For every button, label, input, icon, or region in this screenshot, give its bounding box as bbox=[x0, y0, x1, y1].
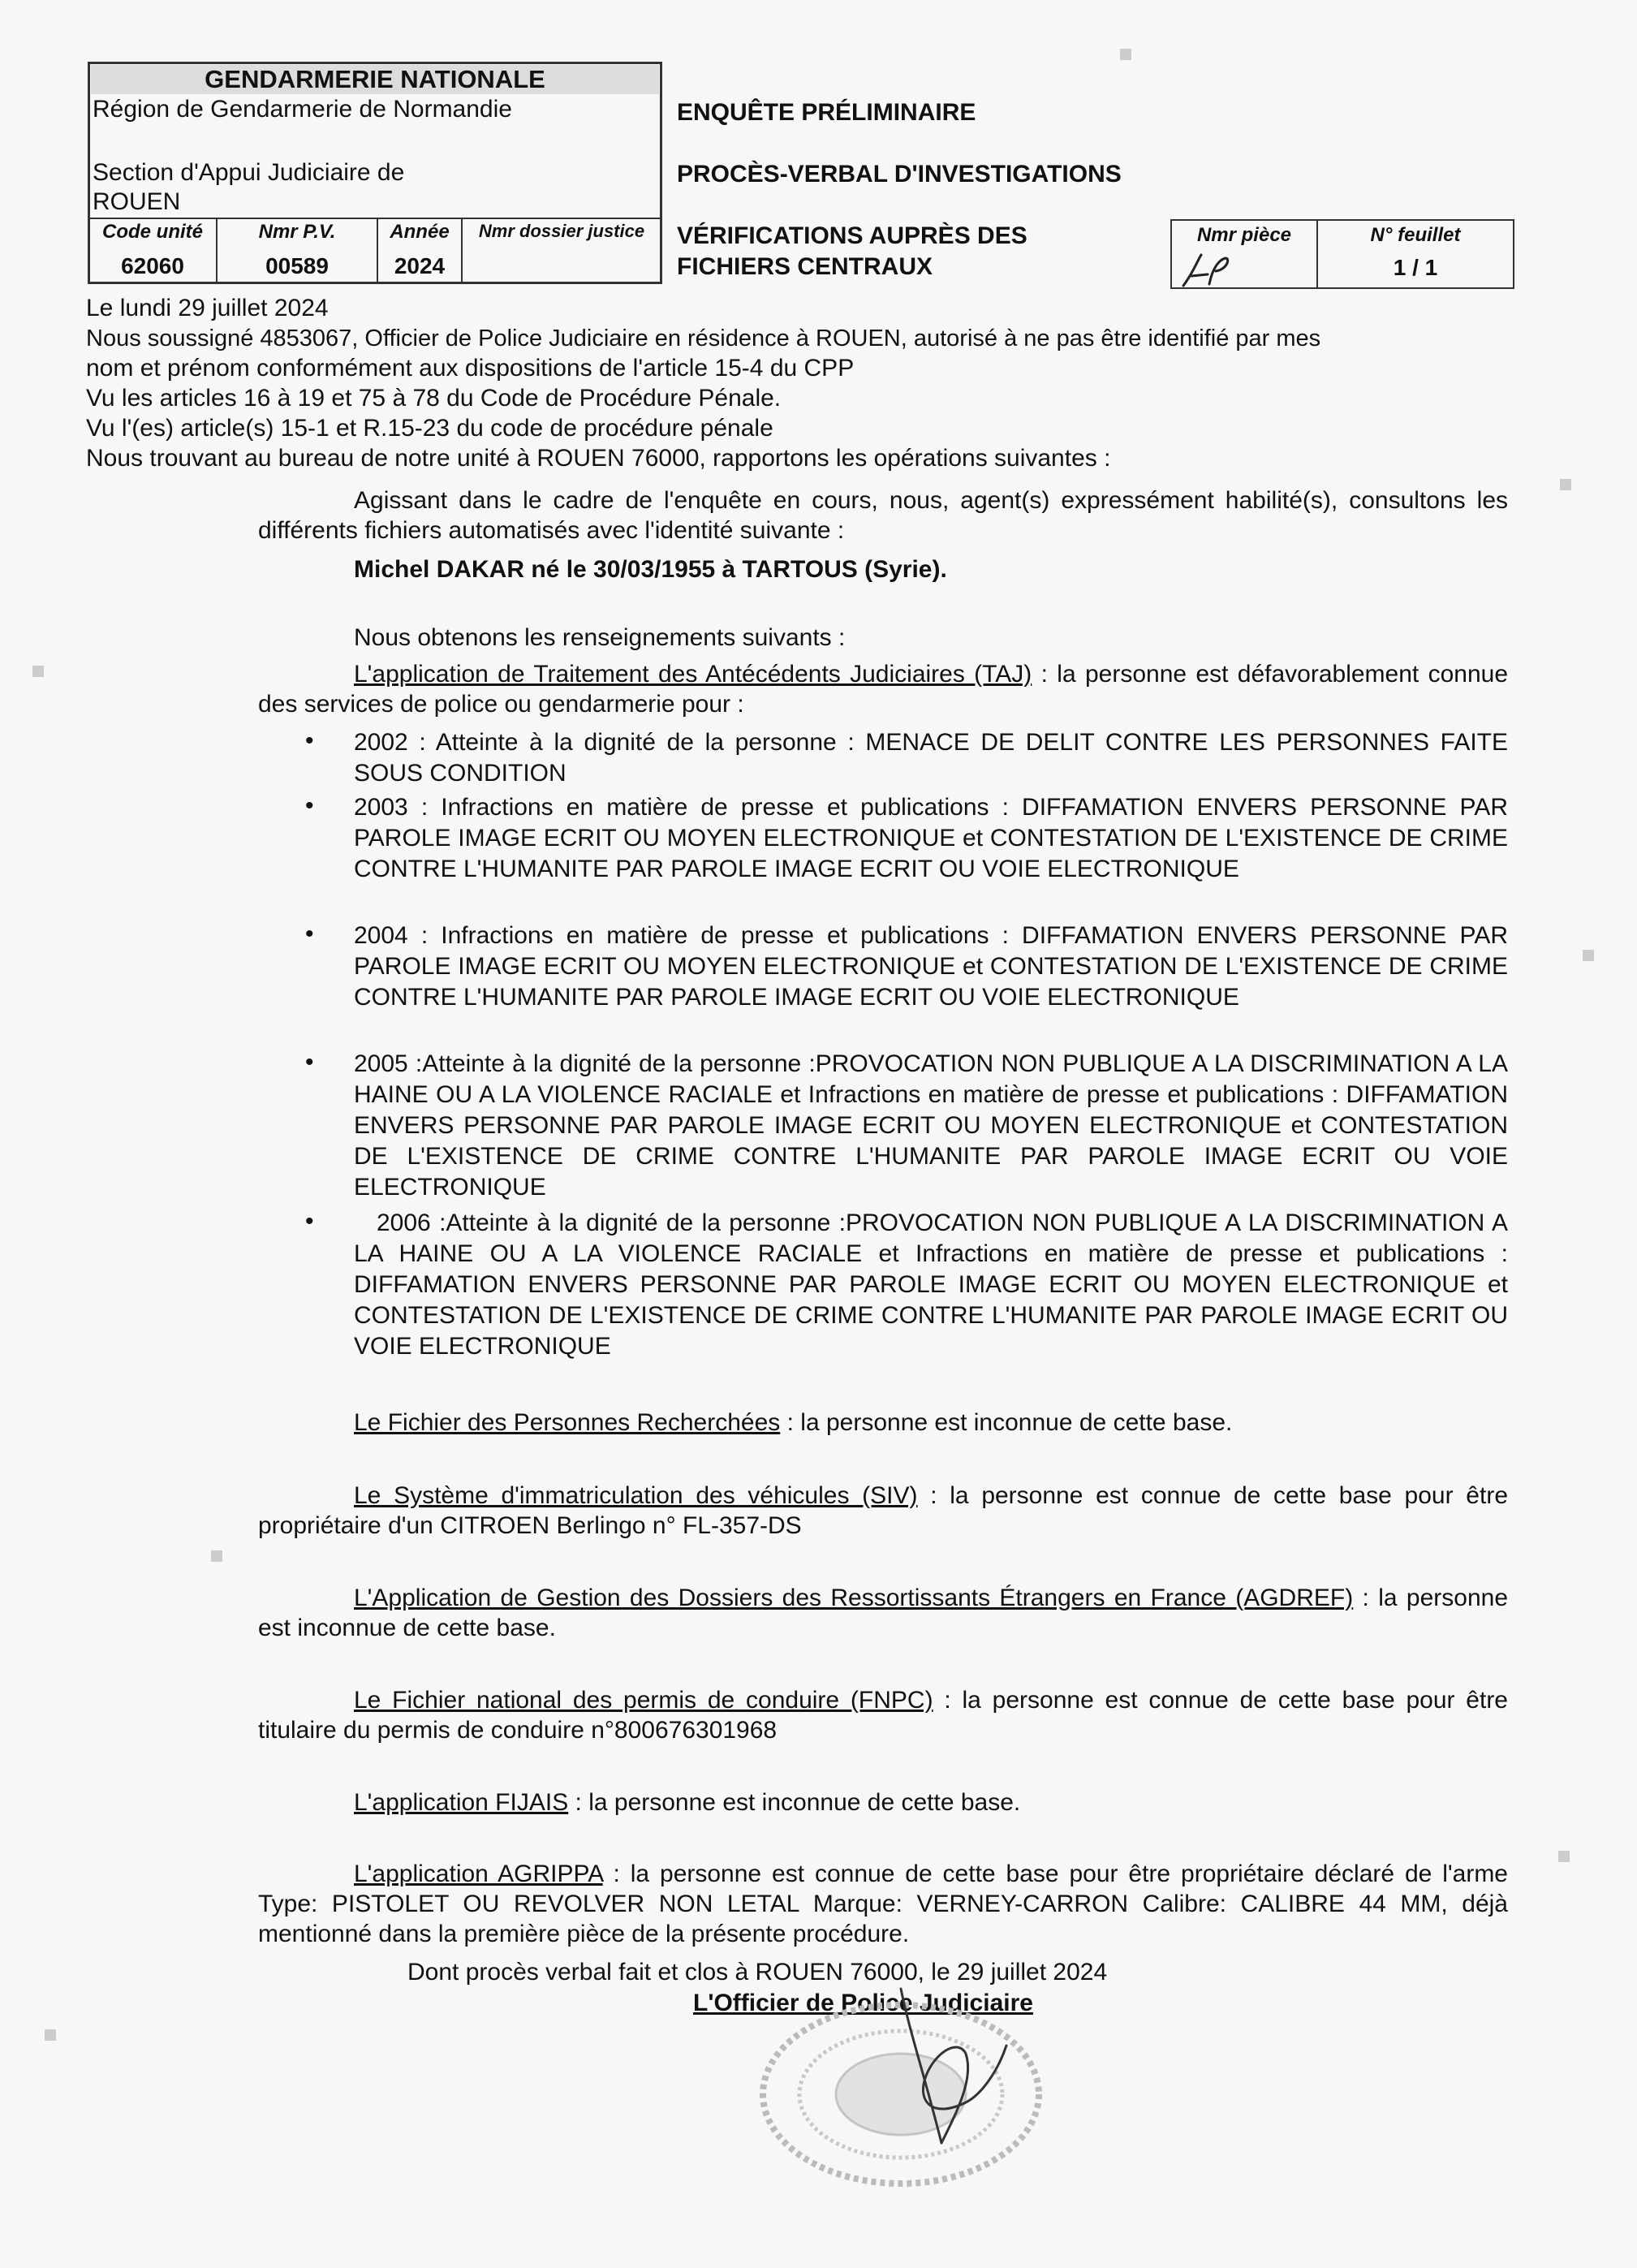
title-pv: PROCÈS-VERBAL D'INVESTIGATIONS bbox=[677, 161, 1122, 188]
siv-paragraph bbox=[258, 1481, 1508, 1541]
intro-date: Le lundi 29 juillet 2024 bbox=[86, 295, 329, 321]
scan-speck bbox=[45, 2029, 56, 2041]
siv-name: Le Système d'immatriculation des véhicules (SIV) bbox=[354, 1482, 918, 1509]
nmr-pv-label: Nmr P.V. bbox=[258, 221, 336, 243]
nmr-pv-value: 00589 bbox=[265, 253, 329, 278]
org-name: GENDARMERIE NATIONALE bbox=[91, 65, 659, 94]
title-enquete: ENQUÊTE PRÉLIMINAIRE bbox=[677, 99, 976, 126]
bullet-dot: • bbox=[305, 921, 314, 947]
title-verifications-line1: VÉRIFICATIONS AUPRÈS DES bbox=[677, 222, 1027, 249]
closing-line: Dont procès verbal fait et clos à ROUEN 76000, le 29 juillet 2024 bbox=[407, 1959, 1108, 1986]
intro-line-4: Vu l'(es) article(s) 15-1 et R.15-23 du code de procédure pénale bbox=[86, 415, 773, 442]
scan-speck bbox=[1120, 49, 1131, 60]
code-unite-value: 62060 bbox=[121, 253, 184, 278]
annee-label: Année bbox=[390, 221, 450, 243]
handwritten-signature bbox=[844, 1981, 1023, 2184]
fnpc-name: Le Fichier national des permis de conduire (FNPC) bbox=[354, 1687, 933, 1714]
taj-item-2006: 2006 :Atteinte à la dignité de la personne :PROVOCATION NON PUBLIQUE A LA DISCRIMINATION A LA HAINE OU A LA VIOLENCE RACIALE et Infractions en matière de presse et publications : DIFFAMATION ENVERS PERSONNE PAR PAROLE IMAGE ECRIT OU MOYEN ELECTRONIQUE et CONTESTATION DE L'EXISTENCE DE CRIME CONTRE L'HUMANITE PAR PAROLE IMAGE ECRIT OU VOIE ELECTRONIQUE bbox=[354, 1209, 1508, 1360]
taj-text: : la personne est défavorablement connue des services de police ou gendarmerie pour : bbox=[258, 661, 1508, 718]
intro-line-2: nom et prénom conformément aux dispositions de l'article 15-4 du CPP bbox=[86, 355, 855, 382]
scan-speck bbox=[32, 666, 44, 677]
scan-speck bbox=[1583, 950, 1594, 961]
fnpc-paragraph bbox=[258, 1685, 1508, 1745]
fnpc-text: : la personne est connue de cette base pour être titulaire du permis de conduire n°800676301968 bbox=[258, 1687, 1508, 1744]
section-name-line1: Section d'Appui Judiciaire de bbox=[93, 159, 405, 186]
siv-text: : la personne est connue de cette base pour être propriétaire d'un CITROEN Berlingo n° FL-357-DS bbox=[258, 1482, 1508, 1539]
agrippa-name: L'application AGRIPPA bbox=[354, 1861, 603, 1887]
fijais-name: L'application FIJAIS bbox=[354, 1789, 569, 1816]
bullet-dot: • bbox=[305, 792, 314, 819]
title-verifications-line2: FICHIERS CENTRAUX bbox=[677, 253, 933, 280]
feuillet-label: N° feuillet bbox=[1370, 224, 1461, 246]
fijais-paragraph bbox=[258, 1787, 1508, 1817]
taj-paragraph bbox=[258, 659, 1508, 719]
agrippa-text: : la personne est connue de cette base pour être propriétaire déclaré de l'arme Type: PISTOLET OU REVOLVER NON LETAL Marque: VERNEY-CARRON Calibre: CALIBRE 44 MM, déjà mentionné dans la première pièce de la présente procédure. bbox=[258, 1861, 1508, 1947]
piece-label: Nmr pièce bbox=[1196, 224, 1292, 246]
fpr-name: Le Fichier des Personnes Recherchées bbox=[354, 1409, 781, 1436]
taj-name: L'application de Traitement des Antécédents Judiciaires (TAJ) bbox=[354, 661, 1032, 688]
agdref-text: : la personne est inconnue de cette base. bbox=[258, 1585, 1508, 1641]
agdref-paragraph bbox=[258, 1583, 1508, 1643]
fpr-text: : la personne est inconnue de cette base. bbox=[780, 1409, 1233, 1436]
region-name: Région de Gendarmerie de Normandie bbox=[93, 96, 512, 123]
scan-speck bbox=[1560, 479, 1571, 490]
bullet-dot: • bbox=[305, 727, 314, 754]
taj-item-2002: 2002 : Atteinte à la dignité de la personne : MENACE DE DELIT CONTRE LES PERSONNES FAITE SOUS CONDITION bbox=[354, 729, 1508, 787]
intro-line-1: Nous soussigné 4853067, Officier de Police Judiciaire en résidence à ROUEN, autorisé à ne pas être identifié par mes bbox=[86, 326, 1321, 351]
scan-speck bbox=[211, 1550, 222, 1562]
section-name-line2: ROUEN bbox=[93, 188, 181, 215]
taj-item-2004: 2004 : Infractions en matière de presse et publications : DIFFAMATION ENVERS PERSONNE PAR PAROLE IMAGE ECRIT OU MOYEN ELECTRONIQUE et CONTESTATION DE L'EXISTENCE DE CRIME CONTRE L'HUMANITE PAR PAROLE IMAGE ECRIT OU VOIE ELECTRONIQUE bbox=[354, 922, 1508, 1011]
agdref-name: L'Application de Gestion des Dossiers des Ressortissants Étrangers en France (AGDREF) bbox=[354, 1585, 1354, 1611]
obtenons-line: Nous obtenons les renseignements suivants : bbox=[354, 624, 846, 651]
agrippa-paragraph bbox=[258, 1859, 1508, 1949]
feuillet-value: 1 / 1 bbox=[1393, 255, 1438, 280]
code-unite-label: Code unité bbox=[102, 221, 203, 243]
scan-speck bbox=[1558, 1851, 1570, 1862]
agissant-paragraph: Agissant dans le cadre de l'enquête en cours, nous, agent(s) expressément habilité(s), consultons les différents fichiers automatisés avec l'identité suivante : bbox=[258, 487, 1508, 544]
bullet-dot: • bbox=[305, 1208, 314, 1235]
intro-line-5: Nous trouvant au bureau de notre unité à ROUEN 76000, rapportons les opérations suivantes : bbox=[86, 445, 1111, 472]
taj-item-2003: 2003 : Infractions en matière de presse et publications : DIFFAMATION ENVERS PERSONNE PAR PAROLE IMAGE ECRIT OU MOYEN ELECTRONIQUE et CONTESTATION DE L'EXISTENCE DE CRIME CONTRE L'HUMANITE PAR PAROLE IMAGE ECRIT OU VOIE ELECTRONIQUE bbox=[354, 794, 1508, 882]
nmr-dossier-label: Nmr dossier justice bbox=[478, 221, 645, 241]
intro-line-3: Vu les articles 16 à 19 et 75 à 78 du Code de Procédure Pénale. bbox=[86, 385, 782, 412]
piece-handwritten-mark bbox=[1177, 244, 1242, 292]
bullet-dot: • bbox=[305, 1049, 314, 1076]
signature-title: L'Officier de Police Judiciaire bbox=[693, 1990, 1033, 2016]
fijais-text: : la personne est inconnue de cette base. bbox=[568, 1789, 1021, 1816]
taj-item-2005: 2005 :Atteinte à la dignité de la personne :PROVOCATION NON PUBLIQUE A LA DISCRIMINATION A LA HAINE OU A LA VIOLENCE RACIALE et Infractions en matière de presse et publications : DIFFAMATION ENVERS PERSONNE PAR PAROLE IMAGE ECRIT OU MOYEN ELECTRONIQUE et CONTESTATION DE L'EXISTENCE DE CRIME CONTRE L'HUMANITE PAR PAROLE IMAGE ECRIT OU VOIE ELECTRONIQUE bbox=[354, 1050, 1508, 1201]
identity-line: Michel DAKAR né le 30/03/1955 à TARTOUS (Syrie). bbox=[354, 556, 947, 583]
annee-value: 2024 bbox=[394, 253, 446, 278]
fpr-paragraph bbox=[258, 1408, 1508, 1438]
